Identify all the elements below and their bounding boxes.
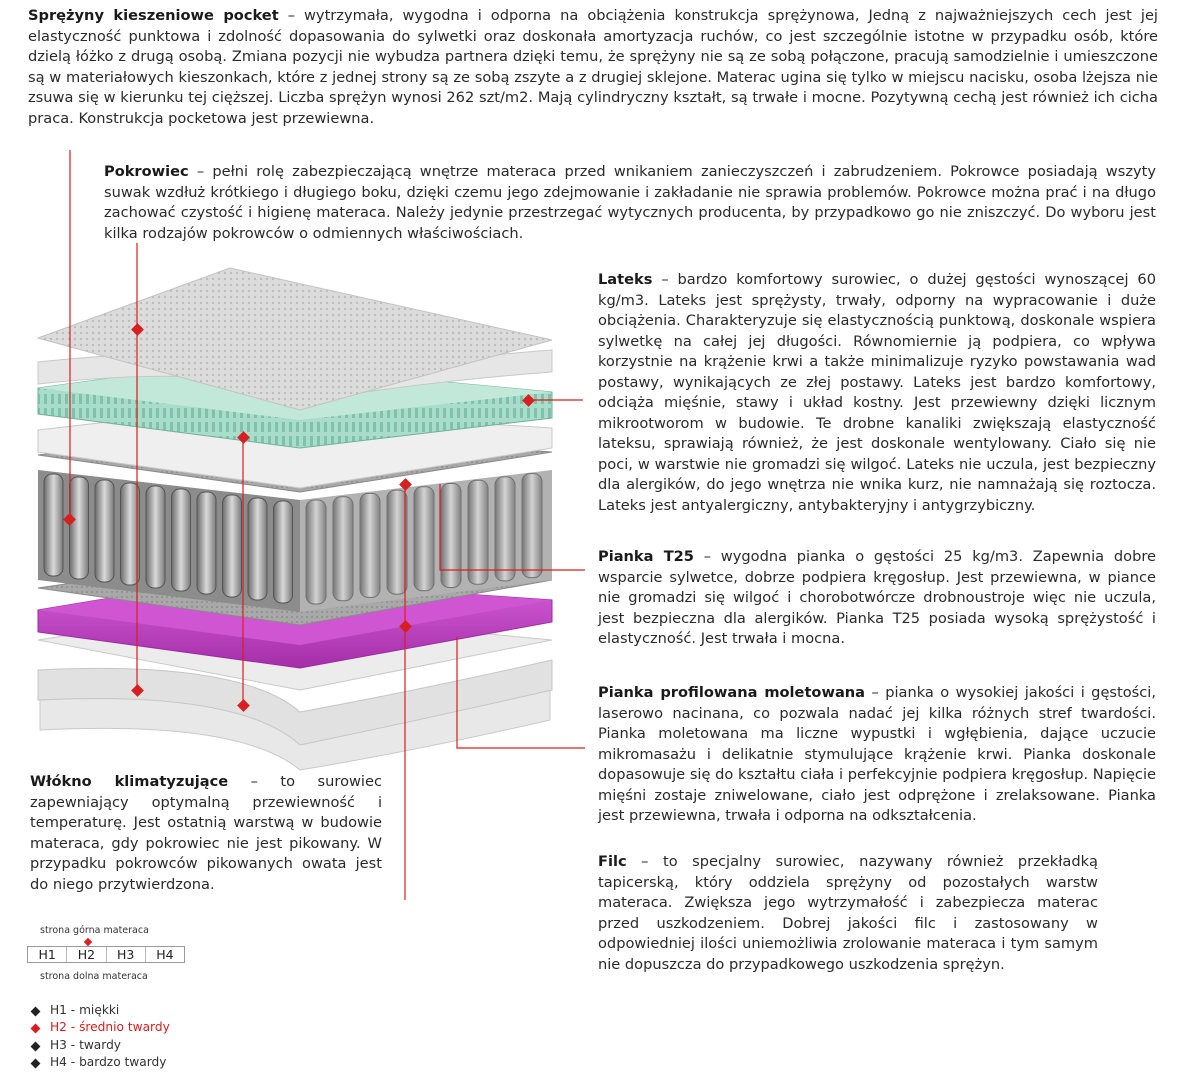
pocket-spring <box>70 477 89 579</box>
section-title: Lateks <box>598 271 653 288</box>
firmness-cell: H2 <box>67 947 106 962</box>
leader-markers <box>63 323 535 712</box>
pocket-spring <box>306 500 326 604</box>
section-title: Włókno klimatyzujące <box>30 773 229 790</box>
pocket-spring <box>172 489 191 591</box>
section-text: – wygodna pianka o gęstości 25 kg/m3. Zapewnia dobre wsparcie sylwetce, dobrze podpiera kręgosłup. Jest przewiewna, w piance nie gromadzi się wilgoć i chorobotwórcze drobnoustroje więc nie uczula, jest bezpieczna dla alergików. Pianka T25 posiada wysoką sprężystość i elastyczność. Jest trwała i mocna. <box>598 548 1156 647</box>
legend-label: H1 - miękki <box>50 1003 120 1017</box>
pocket-spring <box>223 495 242 597</box>
section-text: – to specjalny surowiec, nazywany również przekładką tapicerską, który oddziela sprężyny od pozostałych warstw materaca. Zwiększa jego wytrzymałość i zabezpiecza materac przed uszkodzeniem. Dobrej jakości filc i zastosowany w odpowiedniej ilości uniemożliwia zrolowanie materaca i tym samym nie dopuszcza do przypadkowego uszkodzenia sprężyn. <box>598 853 1098 973</box>
section-title: Filc <box>598 853 627 870</box>
legend-item <box>30 1054 170 1071</box>
pocket-spring <box>414 487 434 591</box>
section-felt <box>598 852 1098 975</box>
pocket-spring <box>146 486 165 588</box>
pocket-spring <box>248 498 267 600</box>
legend-item <box>30 1037 170 1054</box>
section-latex <box>598 270 1156 516</box>
legend-label: H2 - średnio twardy <box>50 1020 170 1035</box>
firmness-legend <box>30 1002 170 1071</box>
firmness-cell: H3 <box>107 947 146 962</box>
section-cover <box>104 162 1156 244</box>
profiled-foam-layer <box>38 578 552 668</box>
pocket-spring <box>441 484 461 588</box>
scale-bottom-label: strona dolna materaca <box>40 971 148 982</box>
legend-label: H3 - twardy <box>50 1037 122 1052</box>
pocket-spring-core <box>38 470 552 612</box>
pocket-spring <box>360 493 380 597</box>
pocket-spring <box>44 474 63 576</box>
t25-foam-layer <box>38 408 552 488</box>
diamond-icon <box>31 1024 41 1034</box>
diamond-icon <box>31 1058 41 1068</box>
diamond-icon <box>31 1041 41 1051</box>
felt-layer-top <box>38 432 552 492</box>
pocket-spring <box>495 477 515 581</box>
section-title: Sprężyny kieszeniowe pocket <box>28 7 279 24</box>
section-foam-t25 <box>598 547 1156 650</box>
scale-top-label: strona górna materaca <box>40 925 149 936</box>
section-title: Pokrowiec <box>104 163 189 180</box>
section-title: Pianka profilowana moletowana <box>598 684 866 701</box>
pocket-spring <box>197 492 216 594</box>
bottom-cover-layers <box>38 610 552 770</box>
pocket-spring <box>468 480 488 584</box>
pocket-spring <box>522 474 542 578</box>
felt-layer-bottom <box>38 560 552 625</box>
section-profiled-foam <box>598 683 1156 827</box>
section-title: Pianka T25 <box>598 548 694 565</box>
selected-firmness-marker <box>84 938 92 946</box>
pocket-spring <box>274 501 293 603</box>
top-cover-layers <box>38 268 552 410</box>
section-text: – bardzo komfortowy surowiec, o dużej gęstości wynoszącej 60 kg/m3. Lateks jest sprężysty, trwały, odporny na wypracowanie i duże obciążenia. Charakteryzuje się elastycznością punktową, doskonale wspiera sylwetkę na całej jej długości. Równomiernie ją podpiera, co wpływa korzystnie na krążenie krwi a także minimalizuje ryzyko powstawania wad postawy, wynikających ze złej postawy. Lateks jest bardzo komfortowy, odciąża mięśnie, stawy i układ kostny. Jest przewiewny dzięki licznym mikrootworom w budowie. Te drobne kanaliki zwiększają elastyczność lateksu, sprawiają również, że jest doskonale wentylowany. Ciało się nie poci, w warstwie nie gromadzi się wilgoć. Lateks nie uczula, jest bezpieczny dla alergików, do jego wnętrza nie wnika kurz, nie namnażają się roztocza. Lateks jest antyalergiczny, antybakteryjny i antygrzybiczny. <box>598 271 1156 514</box>
section-text: – to surowiec zapewniający optymalną przewiewność i temperaturę. Jest ostatnią warstwą w budowie materaca, gdy pokrowiec nie jest pikowany. W przypadku pokrowców pikowanych owata jest do niego przytwierdzona. <box>30 773 382 893</box>
legend-item-selected <box>30 1019 170 1036</box>
section-text: – wytrzymała, wygodna i odporna na obciążenia konstrukcja sprężynowa, Jedną z najważniejszych cech jest jej elastyczność punktowa i zdolność dopasowania do sylwetki oraz doskonała amortyzacja ruchów, co jest szczególnie istotne w przypadku osób, które dzielą łóżko z drugą osobą. Zmiana pozycji nie wybudza partnera dzięki temu, że sprężyny nie są ze sobą połączone, pracują samodzielnie i umieszczone są w materiałowych kieszonkach, które z jednej strony są ze sobą zszyte a z drugiej sklejone. Materac ugina się tylko w miejscu nacisku, osoba lżejsza nie zsuwa się w kierunku tej cięższej. Liczba sprężyn wynosi 262 szt/m2. Mają cylindryczny kształt, są trwałe i mocne. Pozytywną cechą jest również ich cicha praca. Konstrukcja pocketowa jest przewiewna. <box>28 7 1158 127</box>
pocket-spring <box>387 490 407 594</box>
firmness-scale <box>27 946 185 963</box>
firmness-cell: H4 <box>156 947 174 962</box>
legend-item <box>30 1002 170 1019</box>
section-text: – pianka o wysokiej jakości i gęstości, laserowo nacinana, co pozwala nadać jej kilka różnych stref twardości. Pianka moletowana ma liczne wypustki i wgłębienia, dające uczucie mikromasażu i delikatnie stymulujące krążenie krwi. Pianka doskonale dopasowuje się do kształtu ciała i perfekcyjnie podpiera kręgosłup. Napięcie mięśni zostaje zniwelowane, ciało jest odprężone i zrelaksowane. Pianka jest przewiewna, trwała i odporna na odkształcenia. <box>598 684 1156 824</box>
latex-layer <box>38 362 552 448</box>
pocket-spring <box>121 483 140 585</box>
pocket-spring <box>95 480 114 582</box>
section-climate-fiber <box>30 772 382 895</box>
section-pocket-springs <box>28 6 1158 129</box>
firmness-cell: H1 <box>28 947 67 962</box>
section-text: – pełni rolę zabezpieczającą wnętrze materaca przed wnikaniem zanieczyszczeń i zabrudzeniem. Pokrowce posiadają wszyty suwak wzdłuż krótkiego i długiego boku, dzięki czemu jego zdejmowanie i zakładanie nie sprawia problemów. Pokrowce można prać i na długo zachować czystość i higienę materaca. Należy jedynie przestrzegać wytycznych producenta, by przypadkowo go nie zniszczyć. Do wyboru jest kilka rodzajów pokrowców o odmiennych właściwościach. <box>104 163 1156 242</box>
diamond-icon <box>31 1007 41 1017</box>
legend-label: H4 - bardzo twardy <box>50 1054 167 1069</box>
pocket-spring <box>333 497 353 601</box>
